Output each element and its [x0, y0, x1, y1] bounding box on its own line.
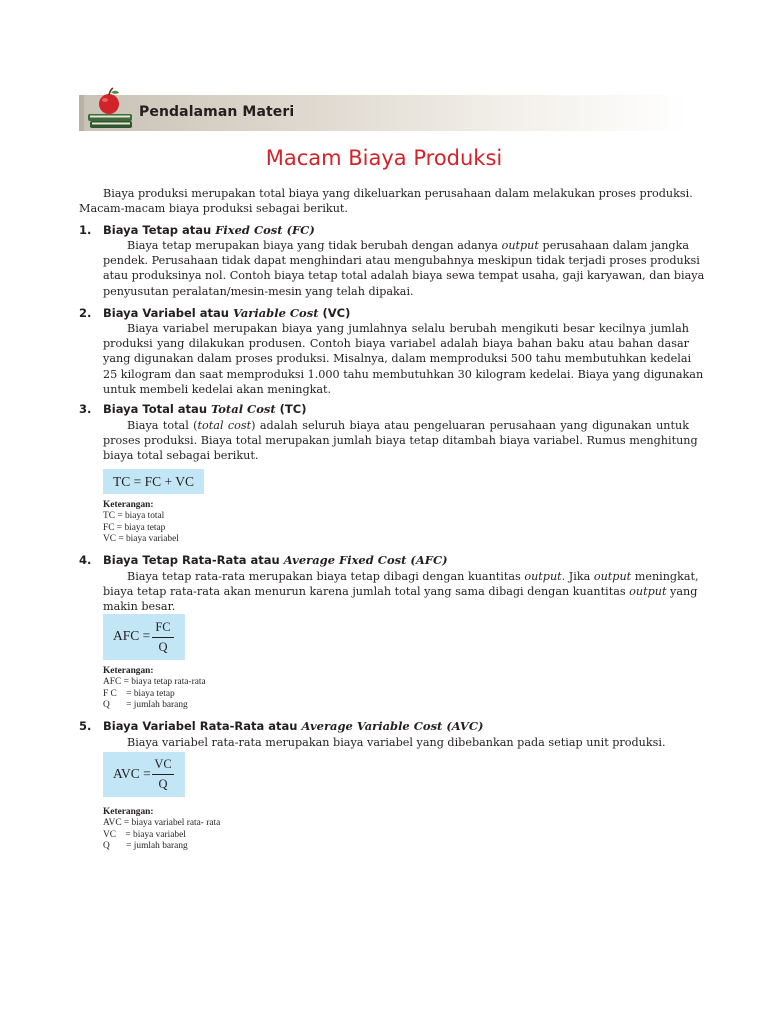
fraction-bar [152, 774, 174, 775]
paragraph-line: Biaya tetap rata-rata merupakan biaya tetap dibagi dengan kuantitas output. Jika output meningkat, [127, 570, 699, 583]
page-title: Macam Biaya Produksi [265, 146, 503, 170]
formula-tc: TC = FC + VC [113, 474, 194, 489]
section-paragraph-afc [103, 569, 699, 615]
section-paragraph-avc [103, 735, 689, 750]
section-heading-afc: 4. Biaya Tetap Rata-Rata atau Average Fixed Cost (AFC) [79, 553, 448, 567]
paragraph-line: Biaya variabel rata-rata merupakan biaya variabel yang dibebankan pada setiap unit produksi. [127, 736, 666, 749]
keterangan-title: Keterangan: [103, 807, 154, 817]
section-heading-avc: 5. Biaya Variabel Rata-Rata atau Average Variable Cost (AVC) [79, 719, 484, 733]
paragraph-line: proses produksi. Biaya total merupakan jumlah biaya tetap ditambah biaya variabel. Rumus menghitung [103, 434, 698, 448]
keterangan-item: VC = biaya variabel [103, 829, 186, 840]
formula-avc-denominator: Q [158, 777, 168, 791]
paragraph-line: penyusutan peralatan/mesin-mesin yang telah dipakai. [103, 284, 414, 298]
paragraph-line: pendek. Perusahaan tidak dapat menghindari atau mengubahnya meskipun tidak terjadi proses produksi [103, 254, 700, 268]
section-heading-total-cost: 3. Biaya Total atau Total Cost (TC) [79, 402, 307, 416]
keterangan-item: Q = jumlah barang [103, 840, 188, 851]
paragraph-line: biaya total sebagai berikut. [103, 449, 259, 463]
paragraph-line: atau produksinya nol. Contoh biaya tetap total adalah biaya sewa tempat usaha, gaji karyawan, dan biaya [103, 269, 705, 283]
banner-title: Pendalaman Materi [139, 104, 295, 120]
keterangan-afc [103, 666, 206, 711]
section-heading-fixed-cost: 1. Biaya Tetap atau Fixed Cost (FC) [79, 223, 315, 237]
paragraph-line: 25 kilogram dan saat memproduksi 1.000 tahu membutuhkan 30 kilogram kedelai. Biaya yang digunakan [103, 367, 704, 381]
paragraph-line: yang digunakan dalam proses produksi. Misalnya, dalam memproduksi 500 tahu membutuhkan kedelai [103, 352, 692, 366]
formula-avc-lhs: AVC = [113, 766, 151, 781]
keterangan-title: Keterangan: [103, 666, 154, 676]
paragraph-line: produksi yang dilakukan produsen. Contoh biaya variabel adalah biaya bahan baku atau bahan dasar [103, 337, 689, 351]
keterangan-item: FC = biaya tetap [103, 522, 166, 533]
formula-afc-denominator: Q [158, 640, 168, 654]
keterangan-title: Keterangan: [103, 500, 154, 510]
keterangan-avc [103, 807, 220, 852]
keterangan-tc [103, 500, 179, 545]
keterangan-item: Q = jumlah barang [103, 699, 188, 710]
keterangan-item: AFC = biaya tetap rata-rata [103, 677, 206, 688]
fraction-bar [152, 637, 174, 638]
formula-afc-numerator: FC [155, 620, 171, 634]
paragraph-line: Biaya variabel merupakan biaya yang jumlahnya selalu berubah mengikuti besar kecilnya jumlah [127, 322, 689, 335]
paragraph-line: makin besar. [103, 600, 176, 614]
section-heading-variable-cost: 2. Biaya Variabel atau Variable Cost (VC) [79, 306, 351, 320]
formula-avc-numerator: VC [154, 757, 172, 771]
intro-paragraph [79, 186, 693, 216]
paragraph-line: Biaya total (total cost) adalah seluruh biaya atau pengeluaran perusahaan yang digunakan untuk [127, 419, 689, 432]
paragraph-line: untuk membeli kedelai akan meningkat. [103, 382, 332, 396]
keterangan-item: AVC = biaya variabel rata- rata [103, 818, 221, 829]
intro-line: Macam-macam biaya produksi sebagai berikut. [79, 202, 348, 216]
section-paragraph-total-cost [103, 418, 698, 464]
paragraph-line: Biaya tetap merupakan biaya yang tidak berubah dengan adanya output perusahaan dalam jangka [127, 239, 689, 252]
keterangan-item: VC = biaya variabel [103, 533, 179, 544]
apple-on-books-icon [86, 86, 136, 130]
keterangan-item: F C = biaya tetap [103, 688, 175, 699]
banner-edge [79, 95, 84, 131]
formula-afc-lhs: AFC = [113, 628, 151, 643]
section-paragraph-fixed-cost [103, 238, 705, 299]
keterangan-item: TC = biaya total [103, 511, 165, 522]
section-paragraph-variable-cost [103, 321, 704, 397]
paragraph-line: biaya tetap rata-rata akan menurun karena jumlah total yang sama dibagi dengan kuantitas output yang [103, 585, 698, 599]
intro-line: Biaya produksi merupakan total biaya yang dikeluarkan perusahaan dalam melakukan proses produksi. [103, 187, 693, 200]
